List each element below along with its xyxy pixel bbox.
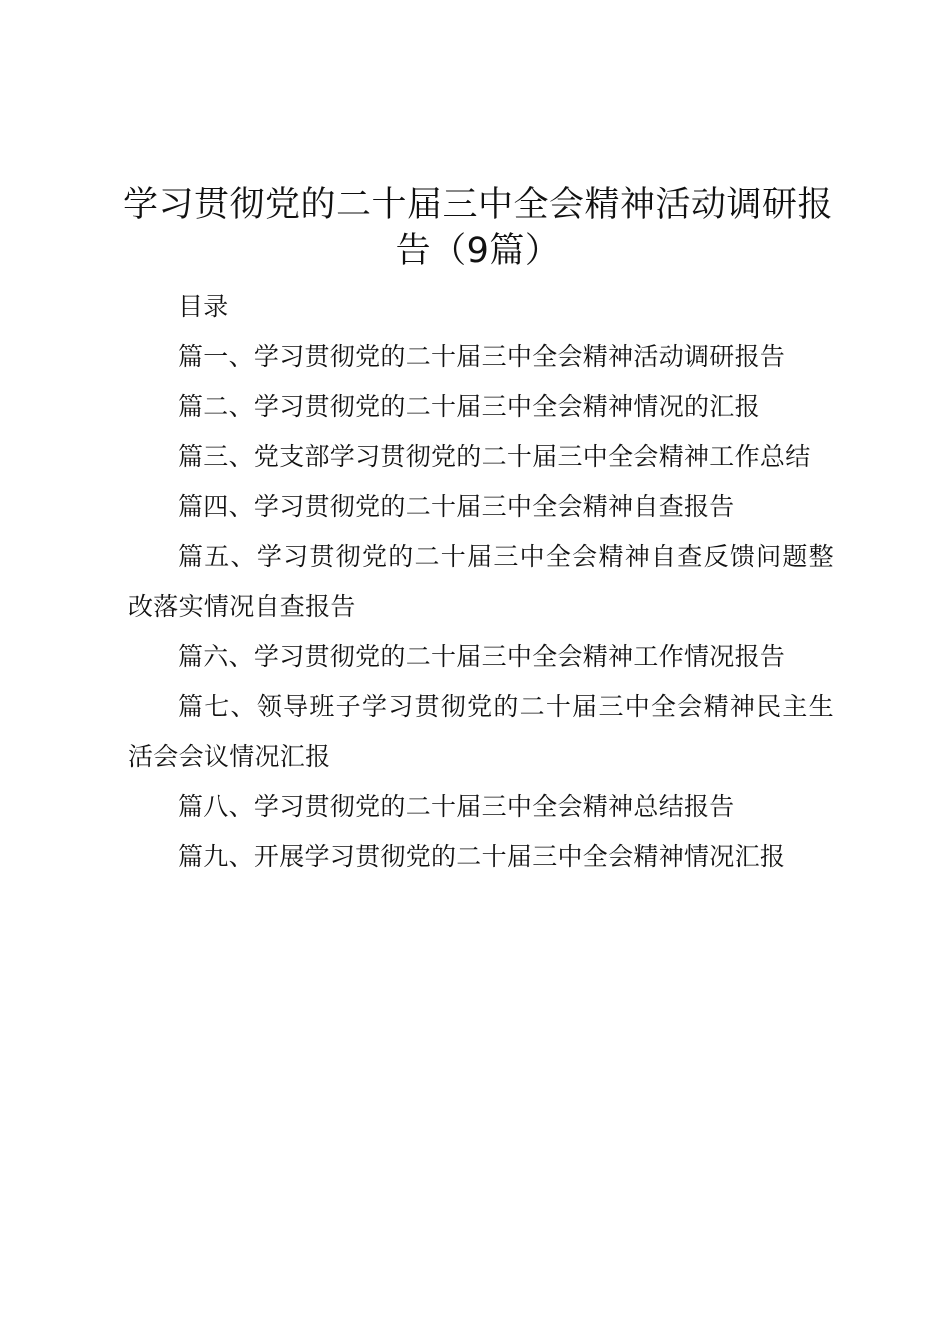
toc-item-5: 篇五、学习贯彻党的二十届三中全会精神自查反馈问题整改落实情况自查报告 [128, 542, 834, 621]
toc-item-3: 篇三、党支部学习贯彻党的二十届三中全会精神工作总结 [178, 442, 811, 471]
toc-item-6: 篇六、学习贯彻党的二十届三中全会精神工作情况报告 [178, 642, 786, 671]
table-of-contents [128, 282, 834, 882]
document-title: 学习贯彻党的二十届三中全会精神活动调研报告（9篇） [122, 185, 833, 271]
toc-item-1: 篇一、学习贯彻党的二十届三中全会精神活动调研报告 [178, 342, 786, 371]
toc-item-4: 篇四、学习贯彻党的二十届三中全会精神自查报告 [178, 492, 735, 521]
toc-item-2: 篇二、学习贯彻党的二十届三中全会精神情况的汇报 [178, 392, 760, 421]
toc-item-9: 篇九、开展学习贯彻党的二十届三中全会精神情况汇报 [178, 842, 786, 871]
toc-item-7: 篇七、领导班子学习贯彻党的二十届三中全会精神民主生活会会议情况汇报 [128, 692, 834, 771]
toc-item-8: 篇八、学习贯彻党的二十届三中全会精神总结报告 [178, 792, 735, 821]
toc-heading: 目录 [178, 292, 229, 321]
toc-list [128, 332, 834, 882]
